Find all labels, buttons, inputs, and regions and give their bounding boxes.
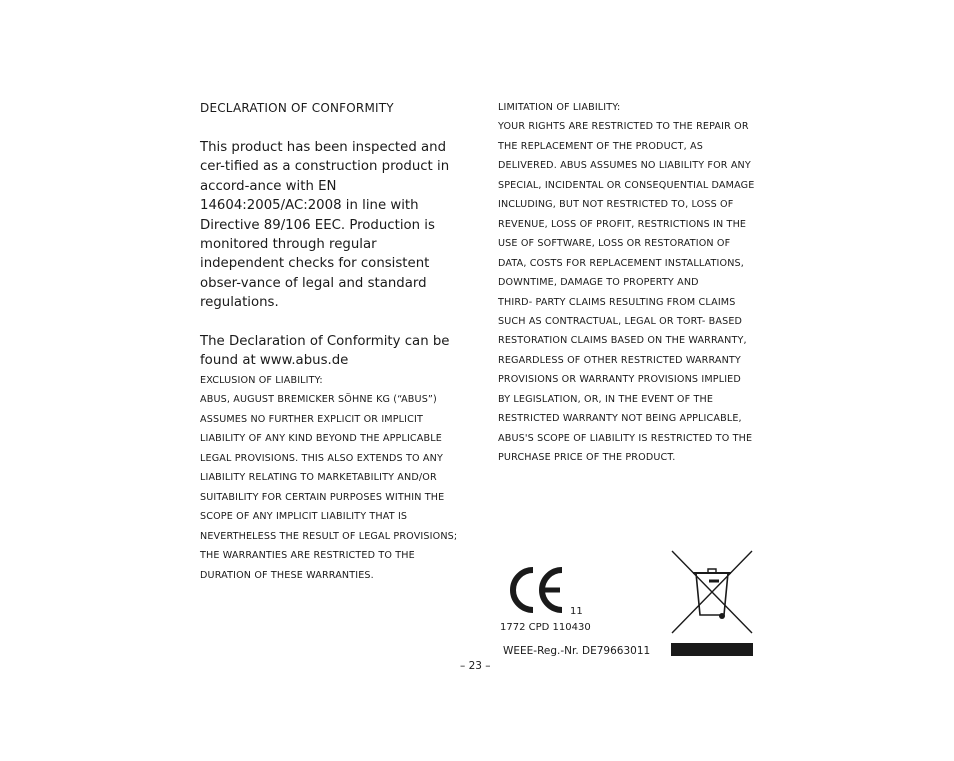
declaration-link-paragraph: The Declaration of Conformity can be found at www.abus.de — [200, 334, 450, 369]
limitation-of-liability — [498, 98, 768, 468]
exclusion-line: EXCLUSION OF LIABILITY: — [200, 375, 323, 386]
exclusion-line: LIABILITY OF ANY KIND BEYOND THE APPLICABLE — [200, 433, 442, 445]
exclusion-line: ABUS, AUGUST BREMICKER SÖHNE KG (“ABUS”) — [200, 394, 437, 406]
weee-registration: WEEE-Reg.-Nr. DE79663011 — [503, 645, 651, 657]
limitation-line: YOUR RIGHTS ARE RESTRICTED TO THE REPAIR OR — [498, 121, 749, 133]
exclusion-line: NEVERTHELESS THE RESULT OF LEGAL PROVISIONS; — [200, 530, 458, 542]
page-number: – 23 – — [460, 660, 491, 672]
exclusion-line: SCOPE OF ANY IMPLICIT LIABILITY THAT IS — [200, 511, 408, 523]
limitation-line: PURCHASE PRICE OF THE PRODUCT. — [498, 452, 676, 464]
exclusion-of-liability — [200, 371, 470, 585]
ce-year: 11 — [570, 606, 583, 617]
limitation-line: REVENUE, LOSS OF PROFIT, RESTRICTIONS IN THE — [498, 218, 747, 230]
limitation-line: BY LEGISLATION, OR, IN THE EVENT OF THE — [498, 393, 714, 405]
limitation-line: ABUS'S SCOPE OF LIABILITY IS RESTRICTED TO THE — [498, 432, 753, 444]
limitation-line: THIRD- PARTY CLAIMS RESULTING FROM CLAIMS — [498, 296, 736, 308]
exclusion-line: LIABILITY RELATING TO MARKETABILITY AND/OR — [200, 472, 437, 484]
limitation-line: DELIVERED. ABUS ASSUMES NO LIABILITY FOR ANY — [498, 160, 751, 172]
limitation-line: DATA, COSTS FOR REPLACEMENT INSTALLATIONS, — [498, 257, 744, 269]
limitation-line: SUCH AS CONTRACTUAL, LEGAL OR TORT- BASED — [498, 315, 743, 327]
limitation-line: RESTRICTED WARRANTY NOT BEING APPLICABLE, — [498, 413, 742, 425]
exclusion-line: LEGAL PROVISIONS. THIS ALSO EXTENDS TO ANY — [200, 452, 443, 464]
exclusion-line: DURATION OF THESE WARRANTIES. — [200, 569, 374, 581]
exclusion-line: THE WARRANTIES ARE RESTRICTED TO THE — [200, 550, 415, 562]
declaration-heading: DECLARATION OF CONFORMITY — [200, 101, 394, 115]
exclusion-line: ASSUMES NO FURTHER EXPLICIT OR IMPLICIT — [200, 413, 423, 425]
limitation-line: USE OF SOFTWARE, LOSS OR RESTORATION OF — [498, 238, 731, 250]
limitation-line: RESTORATION CLAIMS BASED ON THE WARRANTY, — [498, 335, 747, 347]
limitation-line: REGARDLESS OF OTHER RESTRICTED WARRANTY — [498, 354, 741, 366]
limitation-line: THE REPLACEMENT OF THE PRODUCT, AS — [498, 140, 703, 152]
declaration-body — [200, 138, 462, 371]
limitation-line: DOWNTIME, DAMAGE TO PROPERTY AND — [498, 277, 699, 289]
limitation-line: SPECIAL, INCIDENTAL OR CONSEQUENTIAL DAMAGE — [498, 179, 755, 191]
weee-black-bar — [671, 643, 753, 656]
limitation-line: LIMITATION OF LIABILITY: — [498, 102, 621, 113]
limitation-line: PROVISIONS OR WARRANTY PROVISIONS IMPLIED — [498, 374, 741, 386]
ce-mark-icon — [507, 564, 567, 616]
limitation-line: INCLUDING, BUT NOT RESTRICTED TO, LOSS OF — [498, 199, 734, 211]
ce-certificate-number: 1772 CPD 110430 — [500, 622, 591, 633]
declaration-paragraph: This product has been inspected and cer-tified as a construction product in accord-ance with EN 14604:2005/AC:2008 in line with Directive 89/106 EEC. Production is monitored through regular independent checks for consistent obser-vance of legal and standard regulations. — [200, 140, 450, 311]
exclusion-line: SUITABILITY FOR CERTAIN PURPOSES WITHIN THE — [200, 491, 445, 503]
crossed-out-wheelie-bin-icon — [670, 549, 754, 635]
